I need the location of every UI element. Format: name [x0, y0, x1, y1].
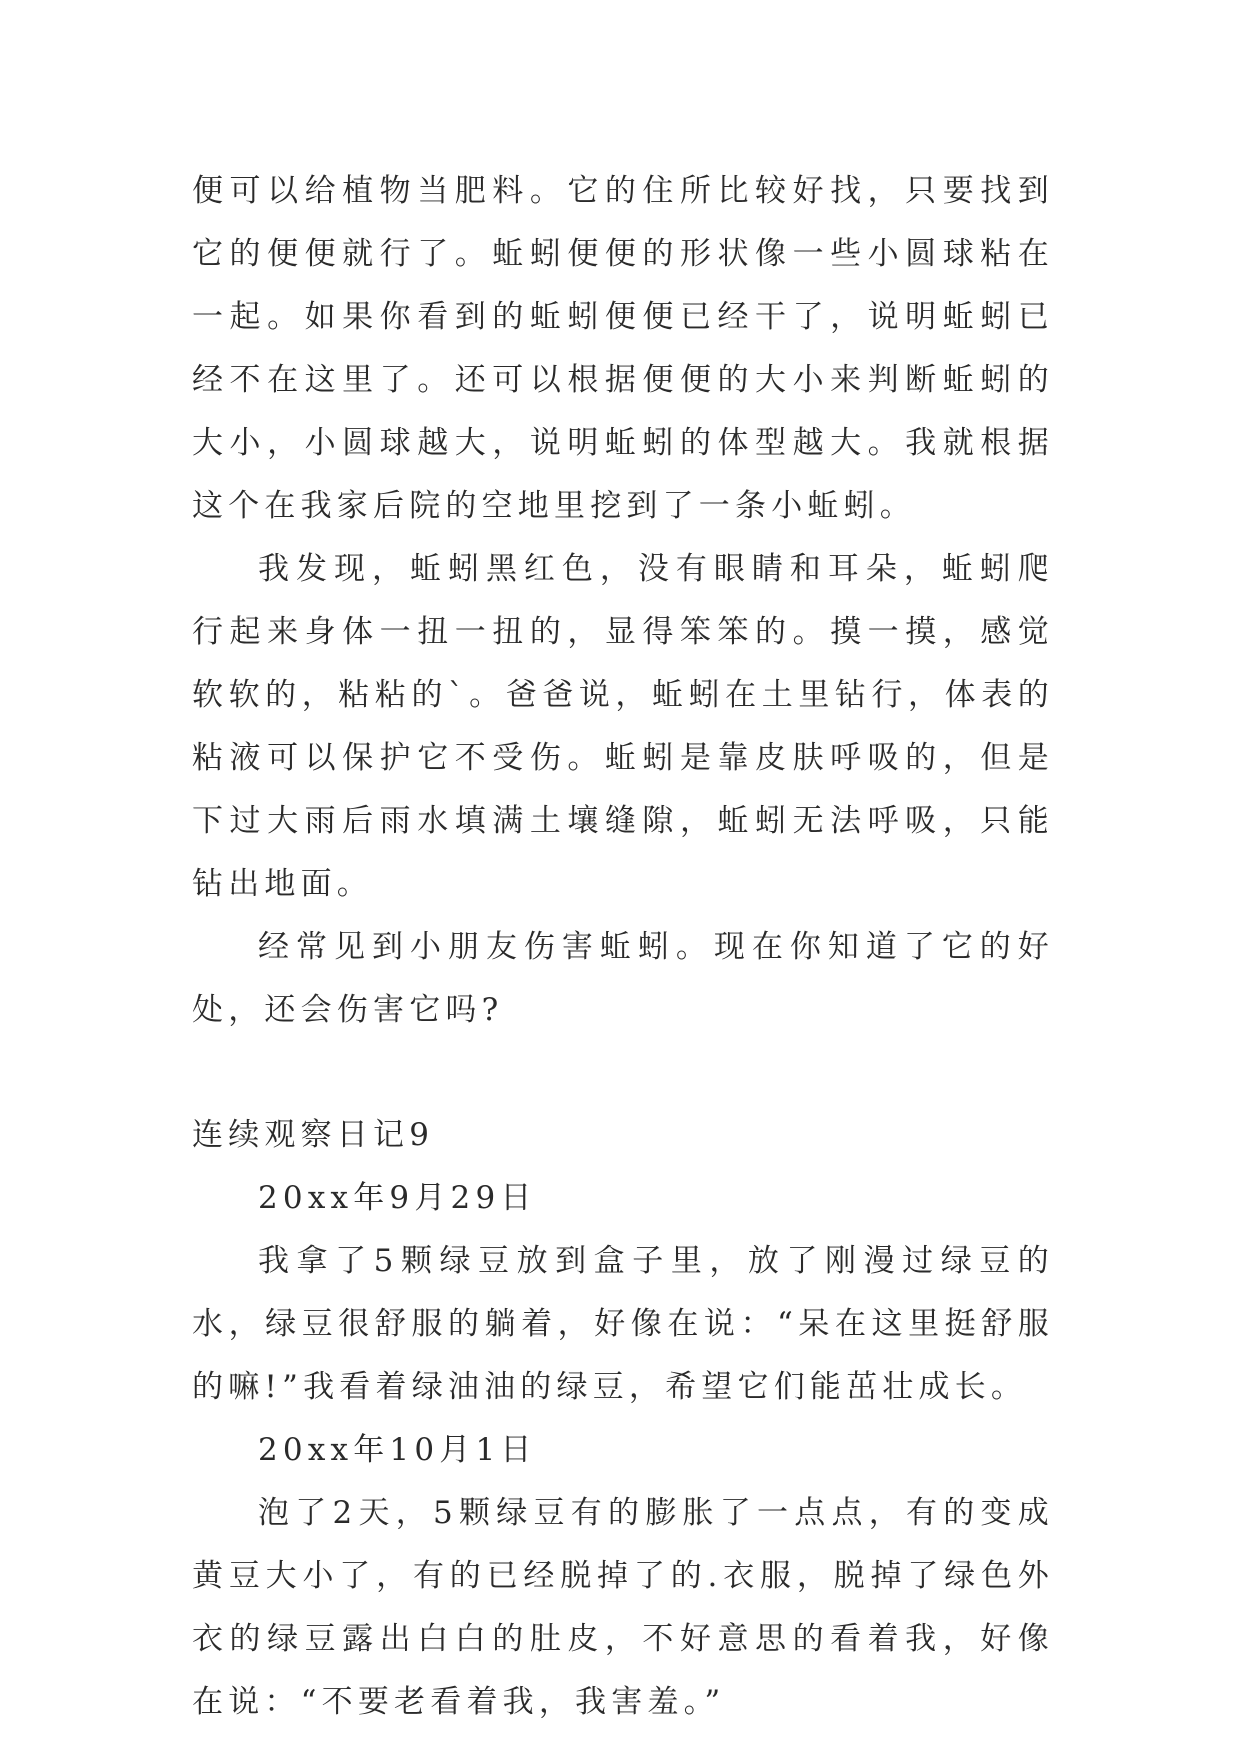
- paragraph-observation: 我发现，蚯蚓黑红色，没有眼睛和耳朵，蚯蚓爬行起来身体一扭一扭的，显得笨笨的。摸一摸，感觉软软的，粘粘的`。爸爸说，蚯蚓在土里钻行，体表的粘液可以保护它不受伤。蚯蚓是靠皮肤呼吸的，但是下过大雨后雨水填满土壤缝隙，蚯蚓无法呼吸，只能钻出地面。: [192, 551, 1054, 902]
- paragraph-continuation: 便可以给植物当肥料。它的住所比较好找，只要找到它的便便就行了。蚯蚓便便的形状像一些小圆球粘在一起。如果你看到的蚯蚓便便已经干了，说明蚯蚓已经不在这里了。还可以根据便便的大小来判断蚯蚓的大小，小圆球越大，说明蚯蚓的体型越大。我就根据这个在我家后院的空地里挖到了一条小蚯蚓。: [192, 173, 1054, 524]
- entry-text: 我拿了5颗绿豆放到盒子里，放了刚漫过绿豆的水，绿豆很舒服的躺着，好像在说：“呆在这里挺舒服的嘛!”我看着绿油油的绿豆，希望它们能茁壮成长。: [192, 1243, 1054, 1405]
- paragraph-conclusion: 经常见到小朋友伤害蚯蚓。现在你知道了它的好处，还会伤害它吗?: [192, 929, 1054, 1028]
- document-body: [192, 160, 1054, 1734]
- entry-date: 20xx年9月29日: [258, 1180, 537, 1216]
- entry-text: 泡了2天，5颗绿豆有的膨胀了一点点，有的变成黄豆大小了，有的已经脱掉了的.衣服，脱掉了绿色外衣的绿豆露出白白的肚皮，不好意思的看着我，好像在说：“不要老看着我，我害羞。”: [192, 1495, 1054, 1720]
- entry-date: 20xx年10月1日: [258, 1432, 537, 1468]
- section-heading: 连续观察日记9: [192, 1117, 435, 1153]
